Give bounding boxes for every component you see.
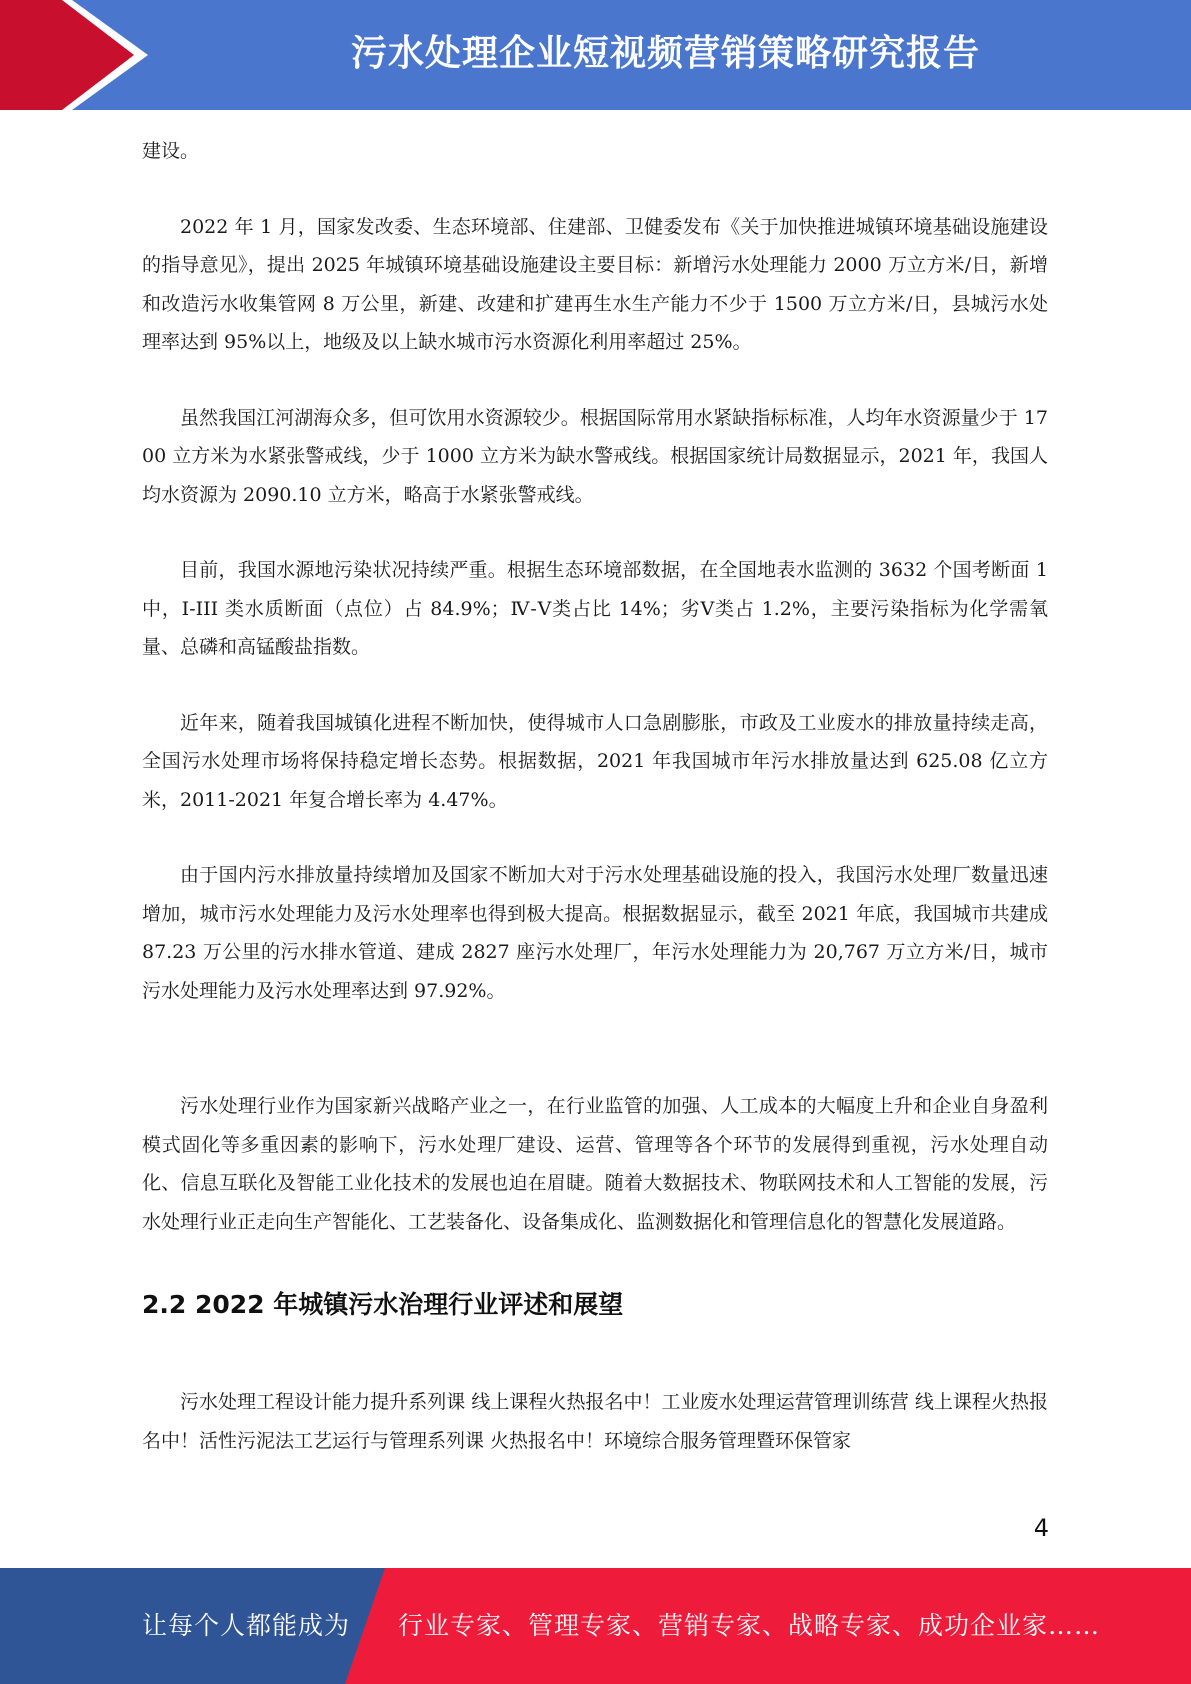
footer-slogan-right: 行业专家、管理专家、营销专家、战略专家、成功企业家…… [398, 1611, 1101, 1640]
paragraph-water-resources: 虽然我国江河湖海众多，但可饮用水资源较少。根据国际常用水紧缺指标标准，人均年水资源量少于 1700 立方米为水紧张警戒线，少于 1000 立方米为缺水警戒线。根据国家统计局数据显示，2021 年，我国人均水资源为 2090.10 立方米，略高于水紧张警戒线。 [142, 406, 1048, 506]
footer-slogan-left: 让每个人都能成为 [142, 1611, 351, 1640]
paragraph-urbanization: 近年来，随着我国城镇化进程不断加快，使得城市人口急剧膨胀，市政及工业废水的排放量持续走高，全国污水处理市场将保持稳定增长态势。根据数据，2021 年我国城市年污水排放量达到 625.08 亿立方米，2011-2021 年复合增长率为 4.47%。 [142, 711, 1048, 811]
paragraph-pollution: 目前，我国水源地污染状况持续严重。根据生态环境部数据，在全国地表水监测的 3632 个国考断面 1 中，I-III 类水质断面（点位）占 84.9%；Ⅳ-Ⅴ类占比 14%；劣Ⅴ类占 1.2%，主要污染指标为化学需氧量、总磷和高锰酸盐指数。 [142, 559, 1048, 658]
page-number: 4 [1033, 1514, 1049, 1542]
document-body [142, 132, 1048, 1460]
paragraph-treatment-capacity: 由于国内污水排放量持续增加及国家不断加大对于污水处理基础设施的投入，我国污水处理厂数量迅速增加，城市污水处理能力及污水处理率也得到极大提高。根据数据显示，截至 2021 年底，我国城市共建成 87.23 万公里的污水排水管道、建成 2827 座污水处理厂，年污水处理能力为 20,767 万立方米/日，城市污水处理能力及污水处理率达到 97.92%。 [142, 864, 1048, 1002]
paragraph-policy: 2022 年 1 月，国家发改委、生态环境部、住建部、卫健委发布《关于加快推进城镇环境基础设施建设的指导意见》，提出 2025 年城镇环境基础设施建设主要目标：新增污水处理能力 2000 万立方米/日，新增和改造污水收集管网 8 万公里，新建、改建和扩建再生水生产能力不少于 1500 万立方米/日，县城污水处理率达到 95%以上，地级及以上缺水城市污水资源化利用率超过 25%。 [142, 215, 1048, 353]
header-arrow-decoration [0, 0, 160, 110]
page-footer [0, 1568, 1191, 1684]
paragraph-continuation: 建设。 [142, 140, 200, 162]
report-title: 污水处理企业短视频营销策略研究报告 [350, 33, 980, 74]
section-heading: 2.2 2022 年城镇污水治理行业评述和展望 [142, 1290, 624, 1319]
page-header [0, 0, 1191, 110]
paragraph-industry-development: 污水处理行业作为国家新兴战略产业之一，在行业监管的加强、人工成本的大幅度上升和企业自身盈利模式固化等多重因素的影响下，污水处理厂建设、运营、管理等各个环节的发展得到重视，污水处理自动化、信息互联化及智能工业化技术的发展也迫在眉睫。随着大数据技术、物联网技术和人工智能的发展，污水处理行业正走向生产智能化、工艺装备化、设备集成化、监测数据化和管理信息化的智慧化发展道路。 [142, 1095, 1048, 1233]
paragraph-courses: 污水处理工程设计能力提升系列课 线上课程火热报名中！工业废水处理运营管理训练营 线上课程火热报名中！活性污泥法工艺运行与管理系列课 火热报名中！环境综合服务管理暨环保管家 [142, 1391, 1048, 1452]
